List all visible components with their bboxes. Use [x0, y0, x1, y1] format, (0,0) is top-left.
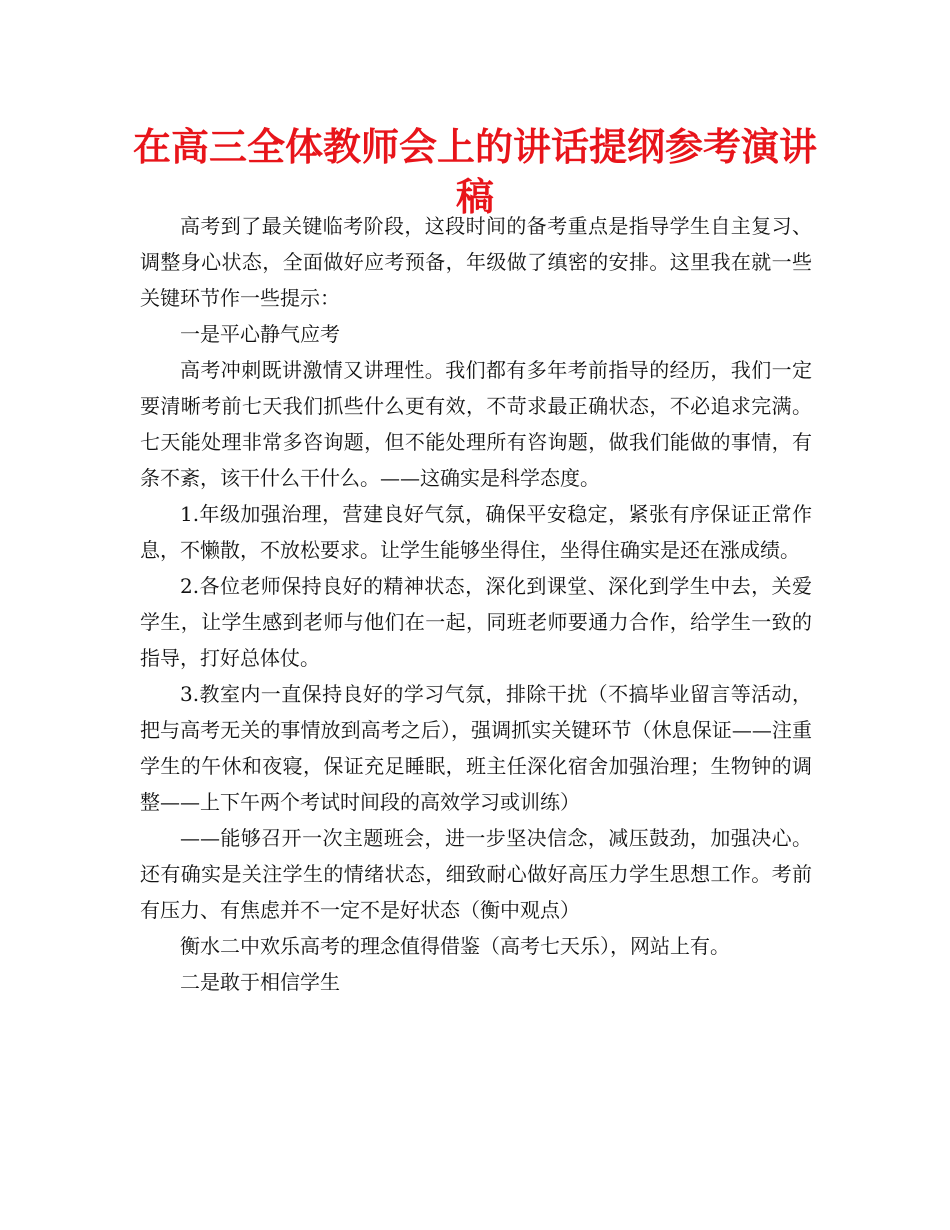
list-item: 2.各位老师保持良好的精神状态，深化到课堂、深化到学生中去，关爱学生，让学生感到老师与他们在一起，同班老师要通力合作，给学生一致的指导，打好总体仗。	[140, 574, 812, 670]
section-heading: 一是平心静气应考	[180, 322, 340, 346]
paragraph: 高考冲刺既讲激情又讲理性。我们都有多年考前指导的经历，我们一定要清晰考前七天我们抓些什么更有效，不苛求最正确状态，不必追求完满。七天能处理非常多咨询题，但不能处理所有咨询题，做我们能做的事情，有条不紊，该干什么干什么。——这确实是科学态度。	[140, 358, 812, 490]
list-item: 1.年级加强治理，营建良好气氛，确保平安稳定，紧张有序保证正常作息，不懒散，不放松要求。让学生能够坐得住，坐得住确实是还在涨成绩。	[140, 502, 812, 562]
document-body	[140, 208, 812, 1000]
section-heading: 二是敢于相信学生	[180, 970, 340, 994]
paragraph: 高考到了最关键临考阶段，这段时间的备考重点是指导学生自主复习、调整身心状态，全面做好应考预备，年级做了缜密的安排。这里我在就一些关键环节作一些提示：	[140, 214, 812, 310]
document-title: 在高三全体教师会上的讲话提纲参考演讲稿	[132, 125, 817, 219]
paragraph: ——能够召开一次主题班会，进一步坚决信念，减压鼓劲，加强决心。还有确实是关注学生的情绪状态，细致耐心做好高压力学生思想工作。考前有压力、有焦虑并不一定不是好状态（衡中观点）	[140, 826, 812, 922]
list-item: 3.教室内一直保持良好的学习气氛，排除干扰（不搞毕业留言等活动，把与高考无关的事情放到高考之后），强调抓实关键环节（休息保证——注重学生的午休和夜寝，保证充足睡眠，班主任深化宿舍加强治理；生物钟的调整——上下午两个考试时间段的高效学习或训练）	[140, 682, 812, 814]
paragraph: 衡水二中欢乐高考的理念值得借鉴（高考七天乐），网站上有。	[180, 934, 730, 958]
